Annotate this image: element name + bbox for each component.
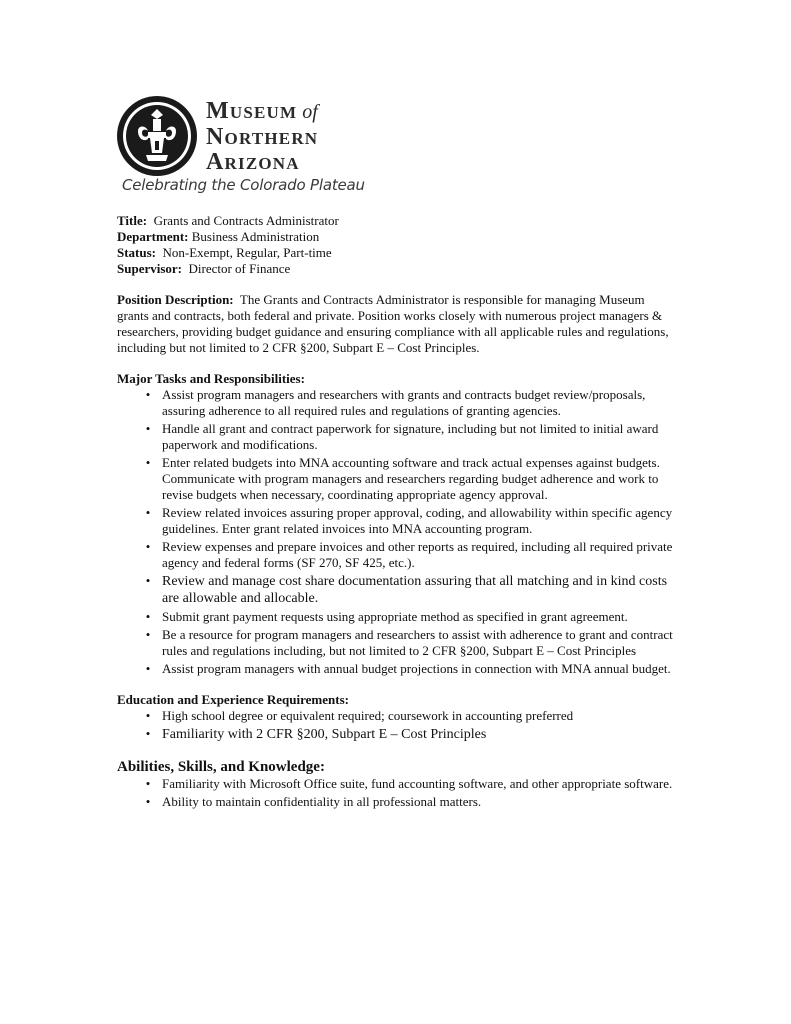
list-item: • Be a resource for program managers and researchers to assist with adherence to grant and contract rules and regulations including, but not limited to 2 CFR §200, Subpart E – Cost Principles xyxy=(145,627,673,658)
list-item: • Enter related budgets into MNA accounting software and track actual expenses against budgets. Communicate with program managers and researchers regarding budget adherence and work to revise budgets when necessary, coordinating appropriate agency approval. xyxy=(145,455,660,502)
department-line: Department: Business Administration xyxy=(117,229,320,244)
education-section xyxy=(117,692,677,743)
museum-emblem-icon xyxy=(116,95,198,177)
list-item: • Assist program managers and researchers with grants and contracts budget review/proposals, assuring adherence to all required rules and regulations of granting agencies. xyxy=(145,387,646,418)
wordmark-line-2: Northern xyxy=(206,124,319,150)
supervisor-line: Supervisor: Director of Finance xyxy=(117,261,291,276)
list-item: • Assist program managers with annual budget projections in connection with MNA annual budget. xyxy=(145,661,671,676)
list-item: • Review related invoices assuring proper approval, coding, and allowability within specific agency guidelines. Enter grant related invoices into MNA accounting program. xyxy=(145,505,673,536)
museum-wordmark xyxy=(206,99,386,175)
job-description xyxy=(117,213,677,812)
tasks-list xyxy=(117,387,677,677)
position-description: Position Description: The Grants and Contracts Administrator is responsible for managing Museum grants and contracts, both federal and private. Position works closely with numerous project managers & researchers, providing budget guidance and ensuring compliance with all applicable rules and regulations, including but not limited to 2 CFR §200, Subpart E – Cost Principles. xyxy=(117,292,669,355)
list-item: • Submit grant payment requests using appropriate method as specified in grant agreement. xyxy=(145,609,628,624)
wordmark-line-1: Museum of xyxy=(206,98,318,124)
abilities-list xyxy=(117,776,677,810)
list-item: • Review expenses and prepare invoices and other reports as required, including all required private agency and federal forms (SF 270, SF 425, etc.). xyxy=(145,539,673,570)
abilities-title: Abilities, Skills, and Knowledge: xyxy=(117,759,325,775)
education-list xyxy=(117,708,677,743)
museum-tagline: Celebrating the Colorado Plateau xyxy=(122,176,365,194)
abilities-section xyxy=(117,758,677,810)
list-item: • Review and manage cost share documentation assuring that all matching and in kind costs are allowable and allocable. xyxy=(145,573,668,606)
education-title: Education and Experience Requirements: xyxy=(117,692,349,707)
tasks-section xyxy=(117,371,677,677)
wordmark-line-3: Arizona xyxy=(206,149,300,175)
job-meta xyxy=(117,213,677,277)
status-line: Status: Non-Exempt, Regular, Part-time xyxy=(117,245,332,260)
list-item: • Familiarity with Microsoft Office suite, fund accounting software, and other appropriate software. xyxy=(145,776,673,791)
list-item: • Ability to maintain confidentiality in all professional matters. xyxy=(145,794,482,809)
tasks-title: Major Tasks and Responsibilities: xyxy=(117,371,305,386)
list-item: • Familiarity with 2 CFR §200, Subpart E – Cost Principles xyxy=(145,726,487,742)
title-line: Title: Grants and Contracts Administrator xyxy=(117,213,339,228)
list-item: • High school degree or equivalent required; coursework in accounting preferred xyxy=(145,708,574,723)
list-item: • Handle all grant and contract paperwork for signature, including but not limited to initial award paperwork and modifications. xyxy=(145,421,659,452)
